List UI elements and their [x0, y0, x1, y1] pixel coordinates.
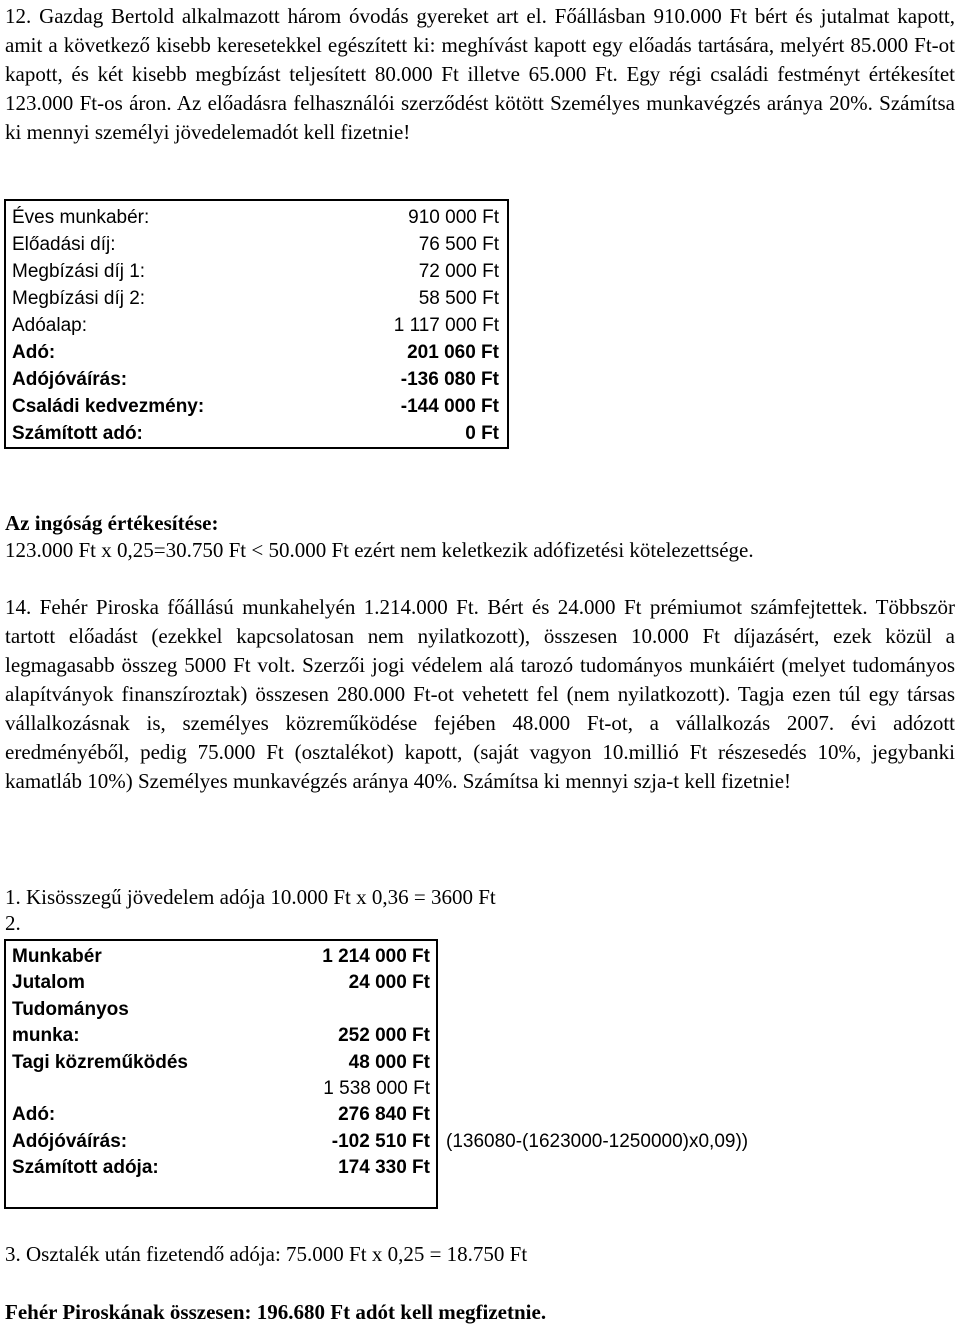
problem-14-text: 14. Fehér Piroska főállású munkahelyén 1.214.000 Ft. Bért és 24.000 Ft prémiumot számfejtettek. Többször tartott előadást (ezekkel kapcsolatosan nem nyilatkozott), összesen 10.000 Ft díjazásért, ezek közül a legmagasabb összeg 5000 Ft volt. Szerzői jogi védelem alá tarozó tudományos munkáiért (melyet tudományos alapítványok finanszíroztak) összesen 280.000 Ft-ot vehetett fel (nem nyilatkozott). Tagja ezen túl egy társas vállalkozásnak is, személyes közreműködése fejében 48.000 Ft-ot, a vállalkozás 2007. évi adózott eredményéből, pedig 75.000 Ft (osztalékot) kapott, (saját vagyon 10.millió Ft részesedés 10%, jegybanki kamatláb 10%) Személyes munkavégzés aránya 40%. Számítsa ki mennyi szja-t kell fizetnie!: [5, 595, 955, 793]
step-3-text: 3. Osztalék után fizetendő adója: 75.000 Ft x 0,25 = 18.750 Ft: [5, 1242, 528, 1266]
total-text: Fehér Piroskának összesen: 196.680 Ft adót kell megfizetnie.: [5, 1300, 547, 1324]
row-value: 910 000 Ft: [408, 207, 499, 228]
table-row: [6, 204, 507, 231]
table-row: [6, 312, 507, 339]
table-row: [6, 1022, 436, 1049]
table-row: [6, 1101, 436, 1128]
row-label: Jutalom: [12, 972, 85, 994]
step-1-text: 1. Kisösszegű jövedelem adója 10.000 Ft x 0,36 = 3600 Ft: [5, 885, 496, 909]
problem-14-table: [4, 939, 438, 1209]
problem-12-text: 12. Gazdag Bertold alkalmazott három óvodás gyereket art el. Főállásban 910.000 Ft bért és jutalmat kapott, amit a következő kisebb keresetekkel egészített ki: meghívást kapott egy előadás tartására, melyért 85.000 Ft-ot kapott, és két kisebb megbízást teljesített 80.000 Ft illetve 65.000 Ft. Egy régi családi festményt értékesítet 123.000 Ft-os áron. Az előadásra felhasználói szerződést kötött Személyes munkavégzés aránya 20%. Számítsa ki mennyi személyi jövedelemadót kell fizetnie!: [5, 4, 955, 144]
row-value: 58 500 Ft: [418, 288, 499, 309]
step-2-label: 2.: [5, 911, 21, 935]
table-row: [6, 996, 436, 1023]
row-value: 1 214 000 Ft: [322, 946, 430, 967]
row-value: -102 510 Ft: [331, 1130, 430, 1152]
row-value: -136 080 Ft: [400, 369, 499, 390]
row-label: munka:: [12, 1025, 80, 1047]
row-value: 1 538 000 Ft: [323, 1078, 430, 1099]
row-label: Tagi közreműködés: [12, 1051, 188, 1073]
row-label: Családi kedvezmény:: [12, 396, 205, 417]
row-value: 48 000 Ft: [348, 1051, 430, 1073]
table-row: [6, 1128, 436, 1155]
row-label: Megbízási díj 2:: [12, 288, 146, 309]
row-value: -144 000 Ft: [400, 396, 499, 417]
ingosag-heading: Az ingóság értékesítése:: [5, 511, 219, 535]
table-row: [6, 969, 436, 996]
row-label: Számított adója:: [12, 1157, 159, 1179]
problem-12-table: [4, 199, 509, 449]
table-row: [6, 339, 507, 366]
row-label: Adó:: [12, 342, 56, 363]
row-value: 1 117 000 Ft: [393, 315, 499, 336]
row-label: Adójóváírás:: [12, 1130, 128, 1152]
row-label: Előadási díj:: [12, 234, 116, 255]
row-label: Adójóváírás:: [12, 369, 128, 390]
table-row: [6, 943, 436, 970]
row-label: Tudományos: [12, 998, 129, 1020]
row-value: 24 000 Ft: [348, 972, 430, 994]
row-value: 276 840 Ft: [338, 1104, 430, 1126]
table-row: [6, 393, 507, 420]
table-row: [6, 1154, 436, 1181]
table-row: [6, 258, 507, 285]
ingosag-text: 123.000 Ft x 0,25=30.750 Ft < 50.000 Ft ezért nem keletkezik adófizetési kötelezettsége.: [5, 538, 754, 562]
table-row: [6, 366, 507, 393]
table-row: [6, 231, 507, 258]
table-row: [6, 285, 507, 312]
row-label: Megbízási díj 1:: [12, 261, 146, 282]
row-label: Számított adó:: [12, 423, 143, 444]
row-value: 76 500 Ft: [418, 234, 499, 255]
row-label: Adóalap:: [12, 315, 88, 336]
row-value: 252 000 Ft: [338, 1025, 430, 1047]
row-value: 174 330 Ft: [338, 1157, 430, 1179]
row-label: Munkabér: [12, 946, 102, 967]
row-label: Adó:: [12, 1104, 56, 1126]
row-value: 0 Ft: [465, 423, 499, 444]
row-label: Éves munkabér:: [12, 207, 150, 228]
row-value: 201 060 Ft: [407, 342, 499, 363]
table-row: [6, 420, 507, 447]
adojovairas-note: (136080-(1623000-1250000)x0,09)): [446, 1131, 749, 1152]
table-row: [6, 1075, 436, 1102]
table-row: [6, 1049, 436, 1076]
row-value: 72 000 Ft: [418, 261, 499, 282]
